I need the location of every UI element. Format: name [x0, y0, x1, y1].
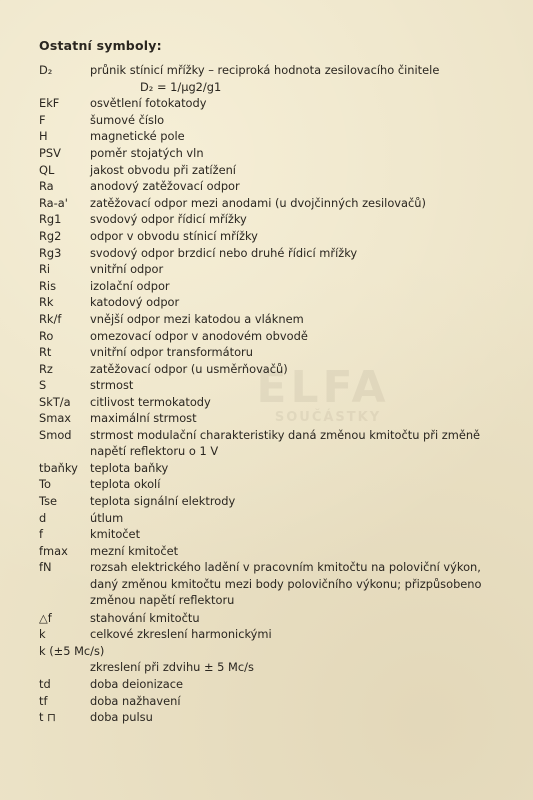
description-text: průnik stínicí mřížky – reciproká hodnota zesilovacího činitele [90, 63, 440, 77]
symbol: Ris [39, 278, 57, 293]
symbol-description: útlum [90, 510, 124, 525]
symbol: Rg1 [39, 212, 62, 227]
symbol: Rt [39, 345, 52, 360]
symbol-row [39, 95, 499, 112]
formula: D₂ = 1/μg2/g1 [140, 79, 222, 94]
symbol-description [90, 62, 499, 95]
symbol-description: zkreslení při zdvihu ± 5 Mc/s [90, 660, 254, 675]
symbol-description: odpor v obvodu stínicí mřížky [90, 228, 258, 243]
symbol-description: celkové zkreslení harmonickými [90, 627, 272, 642]
symbol-description: teplota signální elektrody [90, 494, 236, 509]
symbol: H [39, 129, 48, 144]
symbol-description: vnitřní odpor [90, 262, 164, 277]
symbol-row [39, 676, 499, 693]
symbol: Ro [39, 328, 54, 343]
watermark-subtext: SOUČÁSTKY [274, 410, 382, 425]
symbol: fmax [39, 543, 68, 558]
symbol-description: zatěžovací odpor mezi anodami (u dvojčinných zesilovačů) [90, 195, 426, 210]
symbol-description: doba deionizace [90, 677, 184, 692]
symbol: PSV [39, 145, 61, 160]
symbol: Tse [39, 494, 58, 509]
symbol-row [39, 112, 499, 129]
symbol-description: svodový odpor brzdicí nebo druhé řídicí mřížky [90, 245, 358, 260]
symbol-description: maximální strmost [90, 411, 197, 426]
symbol-row [39, 211, 499, 228]
symbol: Rg3 [39, 245, 62, 260]
symbol: D₂ [39, 63, 53, 77]
symbol-row [39, 659, 499, 676]
symbol-description: osvětlení fotokatody [90, 96, 207, 111]
symbol-row [39, 510, 499, 527]
symbol: Ri [39, 262, 51, 277]
symbol-description: izolační odpor [90, 278, 170, 293]
symbol-row [39, 493, 499, 510]
symbol-row [39, 361, 499, 378]
symbol-description: doba pulsu [90, 710, 153, 725]
symbol: △f [39, 610, 52, 625]
symbol-row [39, 145, 499, 162]
symbol-description: rozsah elektrického ladění v pracovním kmitočtu na poloviční výkon, daný změnou kmitočtu mezi body polovičního výkonu; přizpůsobeno změnou napětí reflektoru [90, 560, 482, 608]
symbol-list [39, 62, 499, 726]
symbol-description: teplota baňky [90, 460, 169, 475]
symbol: Rg2 [39, 228, 62, 243]
symbol-row [39, 278, 499, 295]
symbol-description: stahování kmitočtu [90, 610, 200, 625]
symbol-row [39, 311, 499, 328]
symbol-row [39, 195, 499, 212]
symbol: Rz [39, 361, 53, 376]
symbol: Rk/f [39, 311, 62, 326]
symbol-description: mezní kmitočet [90, 543, 179, 558]
symbol-row [39, 245, 499, 262]
symbol-description: zatěžovací odpor (u usměrňovačů) [90, 361, 288, 376]
symbol-description: poměr stojatých vln [90, 145, 204, 160]
symbol-row [39, 460, 499, 477]
symbol-description: šumové číslo [90, 112, 165, 127]
symbol-row [39, 526, 499, 543]
section-title: Ostatní symboly: [39, 38, 162, 53]
symbol-row [39, 128, 499, 145]
symbol-description: vnější odpor mezi katodou a vláknem [90, 311, 304, 326]
symbol-row [39, 394, 499, 411]
symbol-description: vnitřní odpor transformátoru [90, 345, 253, 360]
symbol: k [39, 627, 46, 642]
symbol-row [39, 476, 499, 493]
symbol-description: strmost [90, 378, 134, 393]
symbol: d [39, 510, 47, 525]
symbol-row [39, 294, 499, 311]
symbol: k (±5 Mc/s) [39, 643, 105, 658]
symbol: fN [39, 560, 52, 575]
symbol-row [39, 610, 499, 627]
symbol: EkF [39, 96, 60, 111]
symbol-description: anodový zatěžovací odpor [90, 179, 240, 194]
symbol-row [39, 162, 499, 179]
symbol-row [39, 62, 499, 95]
symbol-row [39, 543, 499, 560]
symbol-row [39, 559, 499, 608]
symbol-description [90, 643, 499, 660]
symbol: To [39, 477, 51, 492]
symbol-row [39, 261, 499, 278]
symbol-row [39, 228, 499, 245]
symbol: QL [39, 162, 55, 177]
symbol: Smod [39, 428, 72, 443]
symbol-row [39, 626, 499, 643]
symbol-description: kmitočet [90, 527, 141, 542]
symbol-description: citlivost termokatody [90, 394, 211, 409]
symbol: SkT/a [39, 394, 71, 409]
symbol-description: magnetické pole [90, 129, 185, 144]
symbol-row [39, 178, 499, 195]
symbol-description: jakost obvodu při zatížení [90, 162, 236, 177]
symbol: tf [39, 693, 48, 708]
symbol-description: katodový odpor [90, 295, 180, 310]
symbol-row [39, 427, 499, 460]
symbol: Ra-a' [39, 195, 68, 210]
symbol-description: doba nažhavení [90, 693, 181, 708]
symbol: Smax [39, 411, 72, 426]
symbol-row [39, 377, 499, 394]
symbol-row [39, 410, 499, 427]
symbol [39, 659, 90, 676]
symbol: td [39, 677, 51, 692]
symbol-row [39, 693, 499, 710]
watermark: ELFA [256, 362, 390, 413]
symbol-row [39, 643, 499, 660]
symbol: t ⊓ [39, 710, 56, 725]
symbol-description: strmost modulační charakteristiky daná změnou kmitočtu při změně napětí reflektoru o 1 V [90, 428, 481, 459]
symbol: f [39, 527, 44, 542]
symbol-description: teplota okolí [90, 477, 161, 492]
symbol-row [39, 709, 499, 726]
symbol: tbaňky [39, 460, 78, 475]
symbol: Rk [39, 295, 54, 310]
symbol-description: omezovací odpor v anodovém obvodě [90, 328, 308, 343]
symbol-row [39, 344, 499, 361]
symbol-row [39, 328, 499, 345]
symbol: Ra [39, 179, 54, 194]
symbol: S [39, 378, 47, 393]
symbol: F [39, 112, 46, 127]
symbol-description: svodový odpor řídicí mřížky [90, 212, 247, 227]
